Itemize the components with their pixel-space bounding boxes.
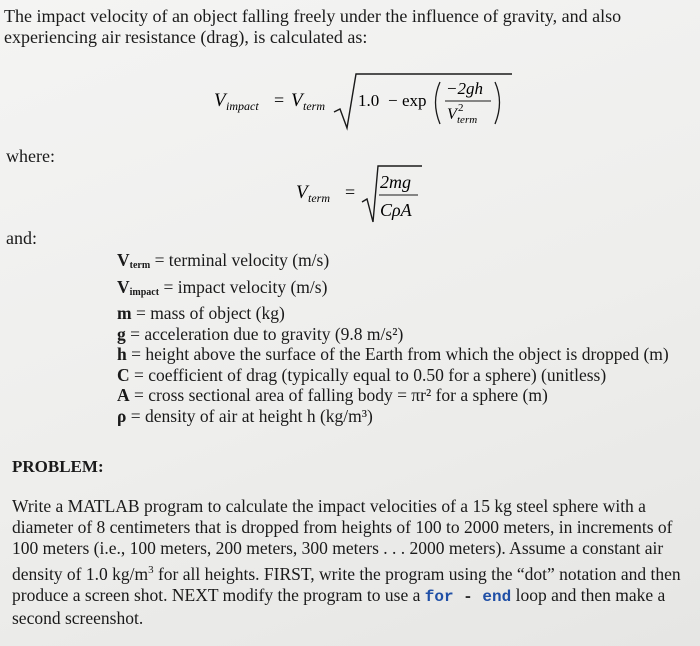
eq1-numerator: −2gh — [446, 79, 483, 98]
eq1-rhs-symbol: V — [291, 90, 303, 111]
definition-item: $V_{term}$ = terminal velocity (m/s) — [117, 250, 330, 271]
impact-velocity-equation — [214, 70, 514, 132]
definition-item: h = height above the surface of the Earth from which the object is dropped (m) — [117, 344, 669, 364]
definition-item: A = cross sectional area of falling body = πr² for a sphere (m) — [117, 385, 548, 405]
eq1-rhs-sub: term — [303, 99, 325, 113]
terminal-velocity-equation — [294, 162, 424, 226]
eq1-left-paren — [436, 82, 441, 124]
eq1-denom-sub: term — [457, 114, 478, 126]
eq1-equals: = — [274, 90, 285, 110]
eq1-right-paren — [495, 82, 500, 124]
eq1-constant: 1.0 — [358, 91, 380, 110]
eq1-minus: − — [388, 91, 398, 110]
eq1-denom-sup: 2 — [458, 102, 464, 114]
definition-item: C = coefficient of drag (typically equal to 0.50 for a sphere) (unitless) — [117, 364, 607, 385]
definition-item: m = mass of object (kg) — [117, 303, 285, 323]
problem-statement: Write a MATLAB program to calculate the impact velocities of a 15 kg steel sphere with a diameter of 8 centimeters that is dropped from heights of 100 to 2000 meters, in increments of 100 meters (i.e., 100 meters, 200 meters, 300 meters . . . 2000 meters). Assume a constant air density of 1.0 $kg/m^3$ for all heights. FIRST, write the program using the “dot” notation and then produce a screen shot. NEXT modify the program to use a for - end loop and then make a second screenshot. — [12, 496, 681, 628]
and-label: and: — [6, 228, 37, 248]
eq2-lhs-symbol: V — [296, 182, 308, 203]
where-label: where: — [6, 146, 55, 166]
problem-heading: PROBLEM: — [12, 457, 104, 476]
code-end-keyword: end — [482, 587, 512, 606]
eq2-denominator: CρA — [380, 200, 412, 220]
eq1-lhs-sub: impact — [226, 99, 259, 113]
definition-item: ρ = density of air at height h (kg/m³) — [117, 405, 373, 426]
eq1-denom-symbol: V — [447, 106, 457, 123]
eq1-lhs-symbol: V — [214, 90, 226, 111]
code-for-keyword: for — [424, 587, 454, 606]
variable-definitions — [117, 250, 669, 426]
definition-item: g = acceleration due to gravity (9.8 m/s²) — [117, 323, 404, 344]
definition-item: $V_{impact}$ = impact velocity (m/s) — [117, 276, 328, 298]
eq2-lhs-sub: term — [308, 191, 330, 205]
intro-paragraph: The impact velocity of an object falling freely under the influence of gravity, and also experiencing air resistance (drag), is calculated as: — [4, 6, 622, 47]
eq2-equals: = — [345, 182, 356, 202]
eq1-exp: exp — [402, 91, 427, 110]
eq2-numerator: 2mg — [380, 172, 411, 192]
